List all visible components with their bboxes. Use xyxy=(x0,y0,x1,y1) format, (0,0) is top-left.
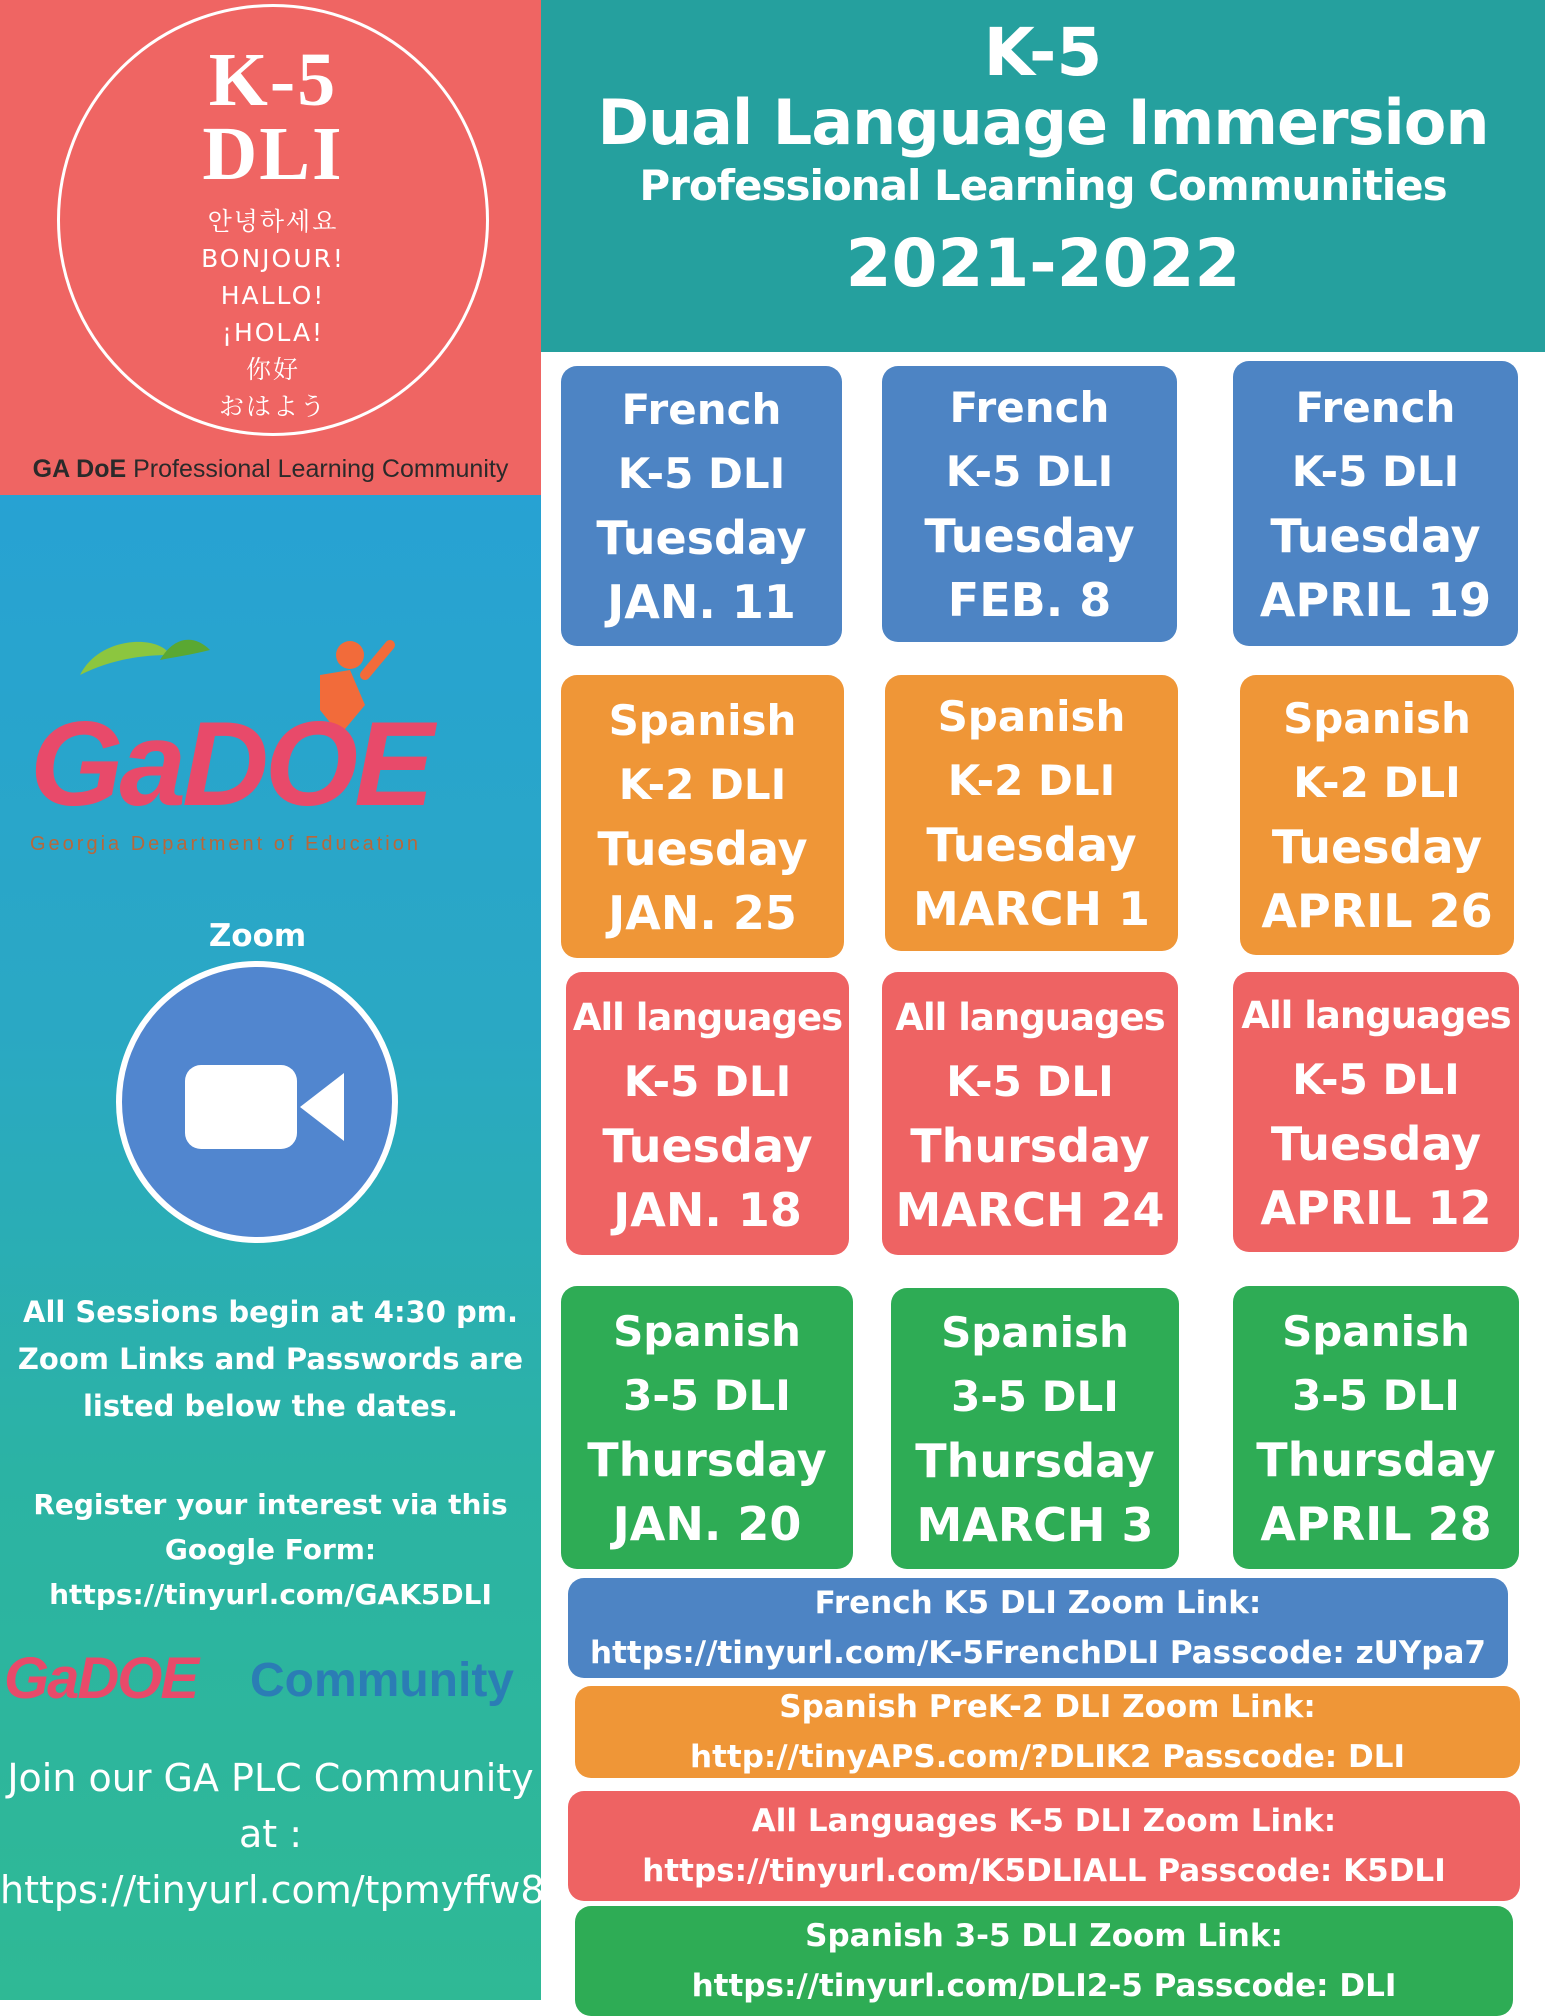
card-grades: K-5 DLI xyxy=(623,1056,792,1106)
zoom-link-title: Spanish 3-5 DLI Zoom Link: xyxy=(805,1918,1283,1954)
register-line-2: Google Form: xyxy=(164,1533,377,1566)
card-weekday: Tuesday xyxy=(596,511,807,565)
session-card[interactable] xyxy=(1233,972,1519,1252)
card-grades: 3-5 DLI xyxy=(623,1370,791,1420)
session-card[interactable] xyxy=(891,1288,1179,1569)
greeting-french: BONJOUR! xyxy=(201,244,345,273)
card-date: JAN. 11 xyxy=(607,575,796,629)
card-grades: K-5 DLI xyxy=(945,447,1114,496)
card-weekday: Tuesday xyxy=(602,1118,813,1173)
greeting-korean: 안녕하세요 xyxy=(207,207,339,236)
sessions-line-3: listed below the dates. xyxy=(82,1389,459,1423)
community-gadoe-text: GaDOE xyxy=(4,1646,198,1711)
header-year: 2021-2022 xyxy=(845,225,1241,302)
zoom-link-detail[interactable]: https://tinyurl.com/K-5FrenchDLI Passcode: zUYpa7 xyxy=(590,1635,1486,1671)
sessions-info xyxy=(0,1289,541,1430)
card-date: MARCH 1 xyxy=(912,882,1151,936)
card-date: JAN. 25 xyxy=(608,885,797,940)
register-info xyxy=(0,1482,541,1617)
badge-title-dli: DLI xyxy=(202,112,344,196)
zoom-link-title: French K5 DLI Zoom Link: xyxy=(814,1585,1262,1621)
sessions-line-2: Zoom Links and Passwords are xyxy=(17,1342,524,1376)
card-grades: K-2 DLI xyxy=(1293,758,1461,807)
card-language: Spanish xyxy=(1282,1306,1470,1356)
greeting-chinese: 你好 xyxy=(245,355,300,384)
session-card[interactable] xyxy=(1233,1286,1519,1569)
card-weekday: Tuesday xyxy=(1270,508,1481,563)
card-date: APRIL 19 xyxy=(1259,572,1492,627)
join-url-link[interactable]: https://tinyurl.com/tpmyffw8 xyxy=(0,1868,545,1912)
zoom-link-spanish-k2[interactable] xyxy=(575,1686,1520,1778)
session-card[interactable] xyxy=(561,675,844,958)
card-date: JAN. 18 xyxy=(613,1182,802,1237)
card-weekday: Thursday xyxy=(910,1118,1150,1173)
card-grades: K-5 DLI xyxy=(617,449,786,498)
badge-title-k5: K-5 xyxy=(208,38,338,122)
card-date: MARCH 3 xyxy=(916,1497,1154,1552)
register-line-1: Register your interest via this xyxy=(33,1488,508,1521)
card-weekday: Thursday xyxy=(915,1433,1155,1488)
badge-caption xyxy=(0,455,541,484)
card-language: All languages xyxy=(895,995,1165,1039)
card-grades: K-5 DLI xyxy=(1291,446,1460,496)
join-line-1: Join our GA PLC Community xyxy=(7,1756,534,1800)
zoom-link-detail[interactable]: http://tinyAPS.com/?DLIK2 Passcode: DLI xyxy=(690,1739,1405,1775)
card-language: All languages xyxy=(572,995,843,1039)
zoom-link-french[interactable] xyxy=(568,1578,1508,1678)
header-k5: K-5 xyxy=(983,14,1103,91)
zoom-icon[interactable] xyxy=(116,961,398,1243)
card-date: MARCH 24 xyxy=(895,1182,1165,1237)
zoom-link-detail[interactable]: https://tinyurl.com/K5DLIALL Passcode: K5DLI xyxy=(642,1853,1446,1889)
header-dli-title: Dual Language Immersion xyxy=(597,86,1489,159)
card-language: Spanish xyxy=(941,1307,1129,1357)
card-date: APRIL 28 xyxy=(1260,1496,1492,1551)
card-grades: 3-5 DLI xyxy=(1292,1370,1460,1420)
session-card[interactable] xyxy=(882,972,1178,1255)
card-grades: K-2 DLI xyxy=(618,759,787,809)
zoom-link-title: All Languages K-5 DLI Zoom Link: xyxy=(751,1803,1337,1839)
badge-caption-text: Professional Learning Community xyxy=(126,455,509,483)
badge-circle xyxy=(57,4,489,436)
zoom-link-detail[interactable]: https://tinyurl.com/DLI2-5 Passcode: DLI xyxy=(691,1968,1397,2004)
gadoe-logo-text: GaDOE xyxy=(30,697,431,831)
card-weekday: Tuesday xyxy=(924,509,1135,563)
card-language: Spanish xyxy=(1283,694,1471,743)
card-weekday: Thursday xyxy=(1256,1432,1496,1487)
card-weekday: Tuesday xyxy=(926,818,1137,872)
session-card[interactable] xyxy=(882,366,1177,642)
session-card[interactable] xyxy=(1240,675,1514,955)
card-language: All languages xyxy=(1241,994,1511,1037)
card-weekday: Tuesday xyxy=(1270,1117,1482,1171)
join-line-2: at : xyxy=(238,1812,303,1856)
page-header xyxy=(541,0,1545,352)
join-info xyxy=(0,1750,545,1918)
card-language: Spanish xyxy=(613,1306,801,1356)
greeting-german: HALLO! xyxy=(220,281,326,310)
card-weekday: Tuesday xyxy=(597,821,808,876)
session-card[interactable] xyxy=(561,1286,853,1569)
gadoe-community-logo xyxy=(4,1645,541,1740)
card-language: Spanish xyxy=(608,695,797,745)
sessions-line-1: All Sessions begin at 4:30 pm. xyxy=(23,1295,518,1329)
card-language: French xyxy=(621,385,782,434)
greeting-japanese: おはよう xyxy=(218,392,327,421)
header-plc-subtitle: Professional Learning Communities xyxy=(639,161,1447,210)
session-card[interactable] xyxy=(566,972,849,1255)
session-card[interactable] xyxy=(561,366,842,646)
register-url-link[interactable]: https://tinyurl.com/GAK5DLI xyxy=(49,1578,492,1611)
card-date: APRIL 12 xyxy=(1260,1181,1492,1235)
gadoe-subtitle: Georgia Department of Education xyxy=(30,833,421,855)
zoom-link-title: Spanish PreK-2 DLI Zoom Link: xyxy=(779,1689,1316,1725)
badge-caption-org: GA DoE xyxy=(32,455,127,483)
card-grades: K-5 DLI xyxy=(946,1056,1114,1106)
card-language: French xyxy=(1295,382,1456,432)
session-card[interactable] xyxy=(885,675,1178,951)
community-word: Community xyxy=(250,1654,514,1707)
session-card[interactable] xyxy=(1233,361,1518,646)
card-language: French xyxy=(949,383,1110,432)
card-weekday: Thursday xyxy=(587,1432,827,1487)
greeting-spanish: ¡HOLA! xyxy=(221,318,325,347)
zoom-label: Zoom xyxy=(208,918,307,954)
card-date: JAN. 20 xyxy=(612,1496,802,1551)
card-language: Spanish xyxy=(937,692,1126,741)
gadoe-logo xyxy=(20,615,520,865)
card-grades: K-5 DLI xyxy=(1292,1055,1460,1104)
card-date: APRIL 26 xyxy=(1261,884,1493,938)
badge-panel xyxy=(0,0,541,495)
card-date: FEB. 8 xyxy=(947,573,1112,627)
zoom-link-all-languages[interactable] xyxy=(568,1791,1520,1901)
card-grades: 3-5 DLI xyxy=(951,1371,1119,1421)
card-grades: K-2 DLI xyxy=(947,756,1116,805)
video-camera-icon xyxy=(122,967,392,1237)
card-weekday: Tuesday xyxy=(1271,820,1483,874)
